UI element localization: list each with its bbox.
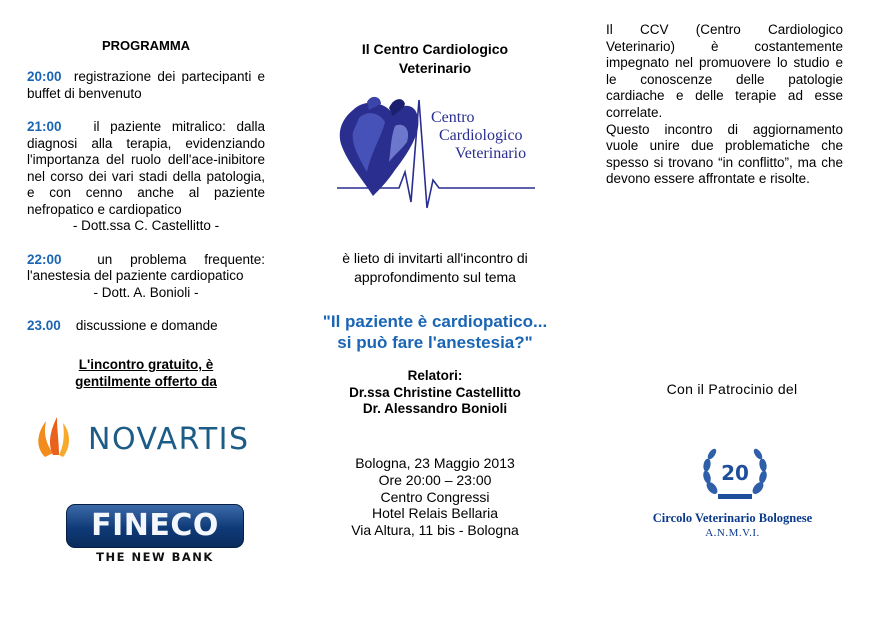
title-line: Veterinario [398,60,472,76]
cvb-logo [700,444,770,504]
event-place: Hotel Relais Bellaria [371,505,499,522]
event-date: Bologna, 23 Maggio 2013 [355,455,515,471]
programma-text: il paziente mitralico: dalla diagnosi alla terapia, evidenziando l'importanza del ruolo dell'ace-inibitore nel corso dei vari stadi della patologia, e con cenno anche al paziente nefropatico e cardiopatico [27,119,265,217]
programma-item [27,69,265,102]
page-title [317,40,553,78]
offer-line: gentilmente offerto da [75,374,217,389]
novartis-logo [33,413,278,463]
description-paragraph: Questo incontro di aggiornamento vuole unire due problematiche che spesso si trovano “in conflitto”, ma che devono essere affrontate e risolte. [606,121,843,187]
description-paragraph: Il CCV (Centro Cardiologico Veterinario) è costantemente impegnato nel promuovere lo studio e le conoscenze delle patologie cardiache e delle terapie ad esse correlate. [606,22,843,120]
cvb-badge: 20 [721,461,749,485]
programma-time: 20:00 [27,69,62,84]
event-details [317,455,553,539]
ccv-logo [333,96,538,214]
fineco-logo [66,504,244,566]
logo-text: Veterinario [455,145,527,162]
event-address: Via Altura, 11 bis - Bologna [351,522,519,539]
speakers-block [317,368,553,418]
programma-column [27,38,265,335]
offer-note [27,356,265,390]
fineco-wordmark: FINECO [91,508,219,543]
topic-line: si può fare l'anestesia?" [337,333,533,352]
programma-title: PROGRAMMA [101,38,191,53]
event-place: Centro Congressi [380,488,490,505]
invite-line: approfondimento sul tema [354,269,516,285]
invite-text [317,249,553,287]
offer-line: L'incontro gratuito, è [78,357,214,372]
programma-item [27,119,265,235]
programma-time: 22:00 [27,251,62,267]
patronage-label: Con il Patrocinio del [666,381,798,397]
topic-title [300,311,570,353]
topic-line: "Il paziente è cardiopatico... [322,312,548,331]
speaker-name: Dr. Alessandro Bonioli [362,401,508,416]
programma-text: discussione e domande [75,318,218,333]
programma-item [27,318,265,335]
speakers-label: Relatori: [407,368,463,383]
fineco-badge [66,504,244,548]
programma-text: registrazione dei partecipanti e buffet di benvenuto [27,69,265,101]
programma-speaker: - Dott. A. Bonioli - [93,284,199,300]
cvb-sub: A.N.M.V.I. [705,527,760,539]
description-column [606,22,843,188]
novartis-wordmark: NOVARTIS [88,422,250,457]
novartis-flame-icon [33,413,79,461]
fineco-tagline: THE NEW BANK [96,550,214,564]
speaker-name: Dr.ssa Christine Castellitto [349,384,521,400]
event-time: Ore 20:00 – 23:00 [378,471,492,488]
programma-time: 21:00 [27,119,62,134]
logo-text: Cardiologico [439,127,523,144]
title-line: Il Centro Cardiologico [361,41,509,57]
center-header [317,40,553,78]
programma-time: 23.00 [27,318,61,333]
invite-line: è lieto di invitarti all'incontro di [342,250,528,266]
programma-speaker: - Dott.ssa C. Castellitto - [72,218,220,233]
programma-item [27,252,265,302]
cvb-name: Circolo Veterinario Bolognese [652,511,813,525]
programma-text: un problema frequente: l'anestesia del paziente cardiopatico [27,251,265,283]
logo-text: Centro [431,109,475,126]
